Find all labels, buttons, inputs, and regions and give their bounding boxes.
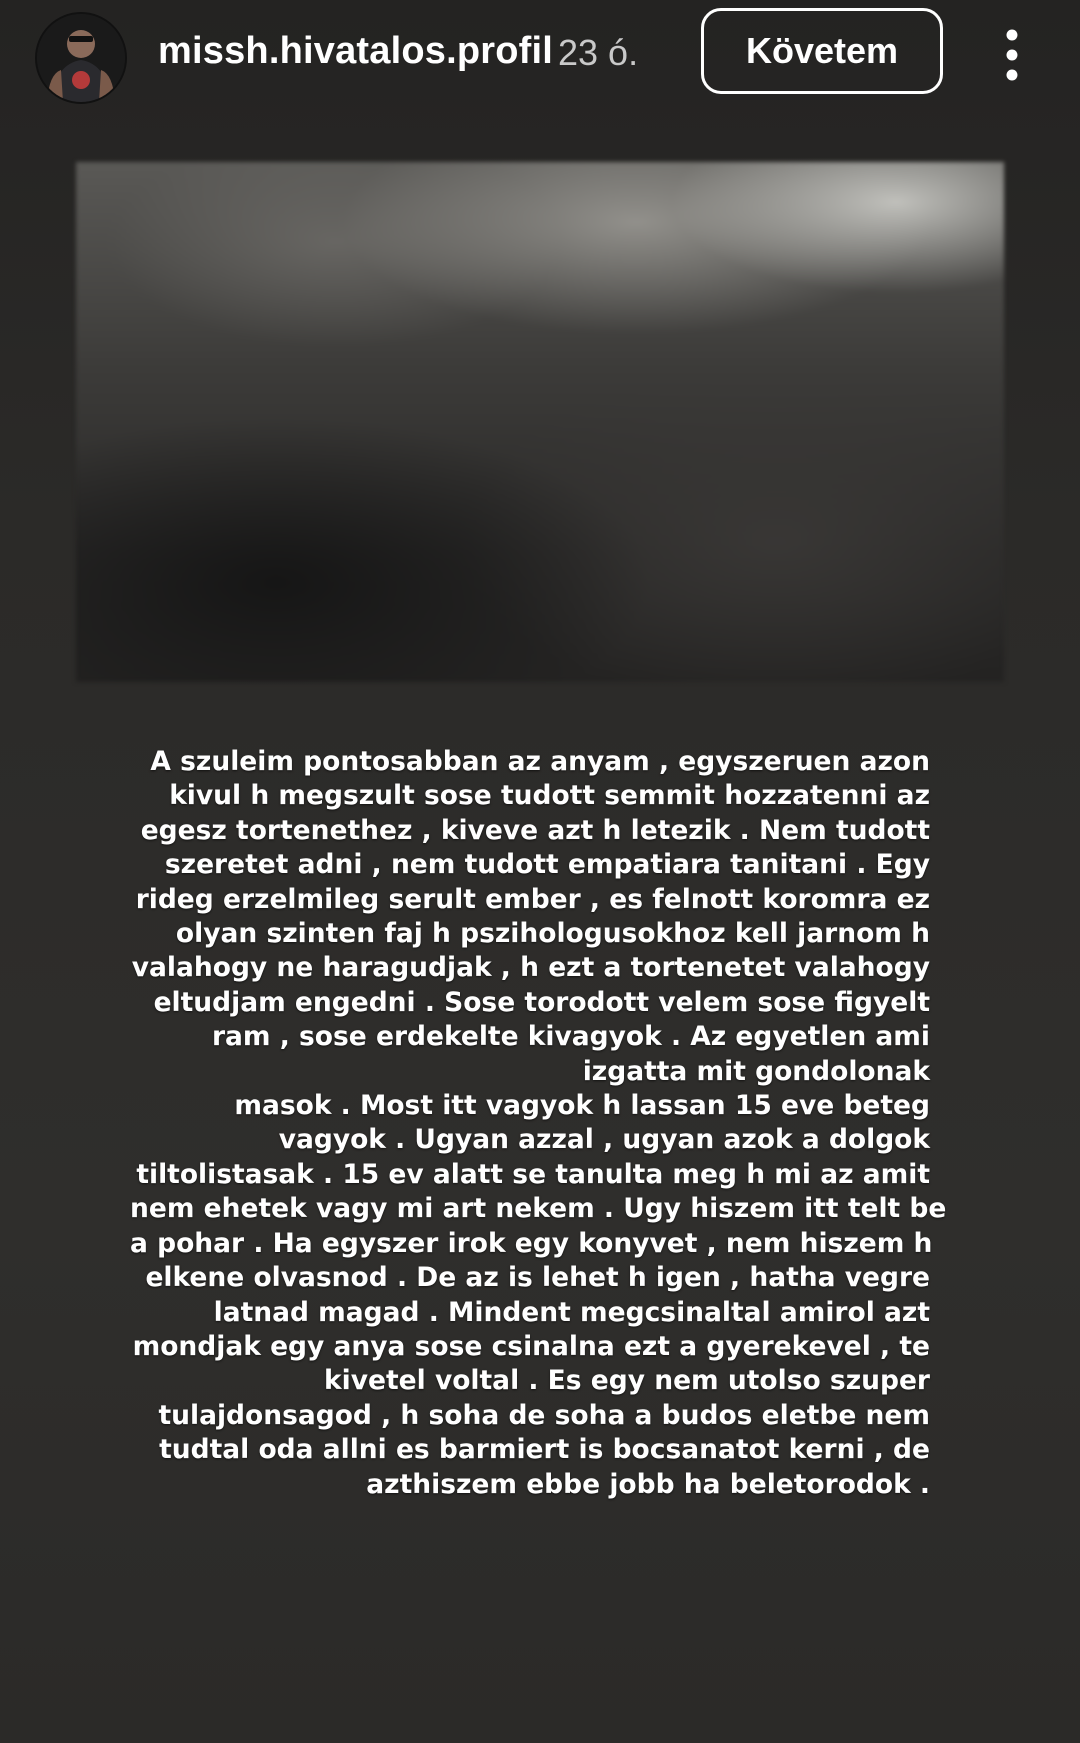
username[interactable]: missh.hivatalos.profil (158, 30, 554, 72)
story-text-line: valahogy ne haragudjak , h ezt a tortenetet valahogy (131, 952, 930, 984)
avatar-image (37, 14, 125, 102)
story-text-line: szeretet adni , nem tudott empatiara tanitani . Egy (164, 849, 930, 881)
story-text-line: tulajdonsagod , h soha de soha a budos eletbe nem (158, 1399, 930, 1431)
story-text-line: egesz tortenethez , kiveve azt h letezik . Nem tudott (140, 814, 930, 846)
story-text-line: rideg erzelmileg serult ember , es felnott koromra ez (135, 883, 930, 915)
story-text-line: nem ehetek vagy mi art nekem . Ugy hiszem itt telt be (130, 1193, 947, 1225)
story-text-line: tudtal oda allni es barmiert is bocsanatot kerni , de (159, 1434, 930, 1466)
story-text-line: kivetel voltal . Es egy nem utolso szuper (324, 1365, 930, 1397)
story-text-line: A szuleim pontosabban az anyam , egyszeruen azon (150, 746, 930, 777)
avatar[interactable] (35, 12, 127, 104)
story-text (130, 745, 947, 1502)
follow-button[interactable]: Követem (701, 8, 943, 94)
story-text-line: latnad magad . Mindent megcsinaltal amirol azt (213, 1296, 930, 1328)
story-text-line: ram , sose erdekelte kivagyok . Az egyetlen ami (211, 1021, 930, 1053)
story-text-line: kivul h megszult sose tudott semmit hozzatenni az (169, 780, 930, 812)
blurred-photo (76, 162, 1004, 682)
story-text-line: tiltolistasak . 15 ev alatt se tanulta meg h mi az amit (136, 1158, 930, 1190)
more-options-button[interactable] (990, 20, 1034, 90)
story-header (0, 0, 1080, 115)
story-text-line: vagyok . Ugyan azzal , ugyan azok a dolgok (278, 1124, 930, 1156)
story-text-line: izgatta mit gondolonak (582, 1055, 930, 1087)
story-text-line: elkene olvasnod . De az is lehet h igen , hatha vegre (145, 1262, 930, 1294)
story-text-line: eltudjam engedni . Sose torodott velem sose figyelt (153, 986, 930, 1018)
story-text-line: azthiszem ebbe jobb ha beletorodok . (366, 1468, 930, 1500)
more-vertical-icon (990, 20, 1034, 90)
story-text-line: masok . Most itt vagyok h lassan 15 eve beteg (234, 1090, 930, 1122)
story-text-line: olyan szinten faj h pszihologusokhoz kell jarnom h (175, 918, 930, 950)
post-time: 23 ó. (558, 32, 639, 73)
story-text-line: mondjak egy anya sose csinalna ezt a gyerekevel , te (132, 1330, 930, 1362)
story-text-line: a pohar . Ha egyszer irok egy konyvet , nem hiszem h (130, 1227, 933, 1259)
